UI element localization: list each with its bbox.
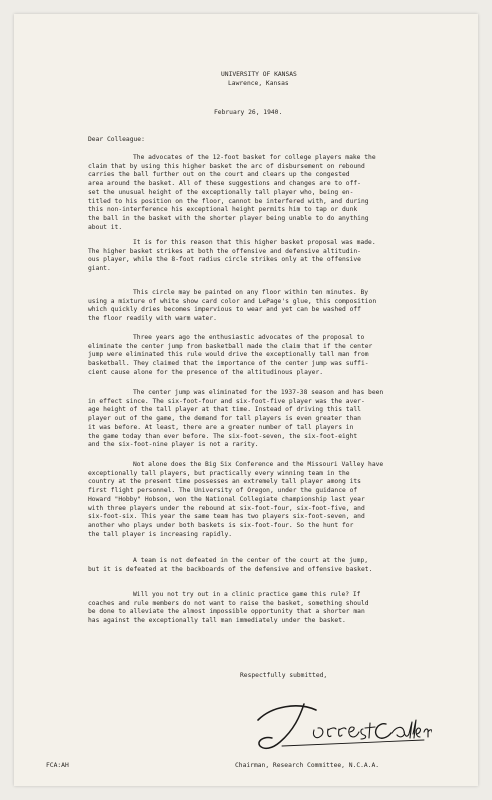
paragraph-line: and the six-foot-nine player is not a rarity. (88, 441, 259, 449)
paragraph-line: the floor readily with warm water. (88, 315, 217, 323)
paragraph-line: claim that by using this higher basket the arc of disbursement on rebound (88, 162, 365, 170)
paragraph-line: the tall player is increasing rapidly. (88, 530, 233, 538)
letterhead-university: UNIVERSITY OF KANSAS (221, 71, 297, 78)
paragraph-line: It is for this reason that this higher basket proposal was made. (133, 239, 376, 246)
paragraph-line: ous player, while the 8-foot radius circle strikes only at the offensive (88, 256, 361, 264)
paragraph-line: This circle may be painted on any floor within ten minutes. By (133, 289, 369, 296)
letter-date: February 26, 1940. (214, 109, 283, 116)
paragraph-line: another who plays under both baskets is six-foot-four. So the hunt for (88, 521, 354, 529)
paragraph-line: but it is defeated at the backboards of the defensive and offensive basket. (88, 565, 373, 573)
paragraph-line: with three players under the rebound at six-foot-four, six-foot-five, and (88, 504, 365, 512)
paragraph-line: this non-interference his exceptional height permits him to tap or dunk (88, 206, 358, 214)
paragraph-line: about it. (88, 223, 123, 231)
signature (242, 696, 432, 758)
paragraph-line: Three years ago the enthusiastic advocates of the proposal to (133, 334, 365, 341)
paragraph-line: titled to his position on the floor, cannot be interfered with, and during (88, 197, 369, 205)
paragraph-line: The advocates of the 12-foot basket for college players make the (133, 154, 376, 161)
paragraph-line: which quickly dries becomes impervious to wear and yet can be washed off (88, 306, 361, 314)
paragraph-line: has against the exceptionally tall man immediately under the basket. (88, 617, 346, 625)
paragraph-line: Howard "Hobby" Hobson, won the National Collegiate championship last year (88, 495, 365, 503)
paragraph-line: cient cause alone for the presence of the altitudinous player. (88, 368, 324, 376)
paragraph-line: it was before. At least, there are a greater number of tall players in (88, 423, 354, 431)
letter-page (14, 14, 478, 786)
paragraph-line: the ball in the basket with the shorter player being unable to do anything (88, 214, 369, 222)
paragraph-line: carries the ball further out on the court and clears up the congested (88, 171, 350, 179)
letterhead-city: Lawrence, Kansas (228, 80, 289, 87)
paragraph-line: coaches and rule members do not want to raise the basket, something should (88, 599, 369, 607)
paragraph (88, 334, 438, 378)
typist-initials: FCA:AH (46, 762, 69, 769)
paragraph (88, 239, 438, 274)
paragraph-line: in effect since. The six-foot-four and six-foot-five player was the aver- (88, 397, 365, 405)
paragraph-line: giant. (88, 265, 111, 273)
paragraph (88, 154, 438, 232)
paragraph-line: jump were eliminated this rule would drive the exceptionally tall man from (88, 351, 369, 359)
paragraph (88, 289, 438, 324)
paragraph (88, 461, 438, 539)
paragraph-line: player out of the game, the demand for tall players is even greater than (88, 415, 361, 423)
paragraph-line: be done to alleviate the almost impossible opportunity that a shorter man (88, 608, 365, 616)
paragraph-line: basketball. They claimed that the importance of the center jump was suffi- (88, 360, 369, 368)
paragraph-line: exceptionally tall players, but practically every winning team in the (88, 469, 350, 477)
paragraph-line: set the unusual height of the exceptionally tall player who, being en- (88, 188, 354, 196)
paragraph-line: age height of the tall player at that time. Instead of driving this tall (88, 406, 361, 414)
paragraph-line: using a mixture of white show card color and LePage's glue, this composition (88, 297, 377, 305)
paragraph-line: A team is not defeated in the center of the court at the jump, (133, 557, 369, 564)
paragraph-line: eliminate the center jump from basketball made the claim that if the center (88, 342, 373, 350)
signatory-title: Chairman, Research Committee, N.C.A.A. (235, 762, 380, 769)
paragraph-line: Not alone does the Big Six Conference and the Missouri Valley have (133, 461, 384, 468)
paragraph-line: Will you not try out in a clinic practice game this rule? If (133, 591, 361, 598)
paragraph-line: country at the present time possesses an extremely tall player among its (88, 478, 361, 486)
paragraph (88, 389, 438, 450)
paragraph-line: first flight personnel. The University of Oregon, under the guidance of (88, 487, 358, 495)
salutation: Dear Colleague: (88, 136, 145, 143)
paragraph-line: six-foot-six. This year the same team has two players six-foot-seven, and (88, 513, 365, 521)
closing: Respectfully submitted, (240, 672, 328, 679)
paragraph (88, 591, 438, 626)
paragraph-line: the game today than ever before. The six-foot-seven, the six-foot-eight (88, 432, 358, 440)
paragraph-line: The higher basket strikes at both the offensive and defensive altitudin- (88, 247, 361, 255)
paragraph-line: The center jump was eliminated for the 1937-38 season and has been (133, 389, 384, 396)
paragraph-line: area around the basket. All of these suggestions and changes are to off- (88, 180, 361, 188)
paragraph (88, 557, 438, 574)
